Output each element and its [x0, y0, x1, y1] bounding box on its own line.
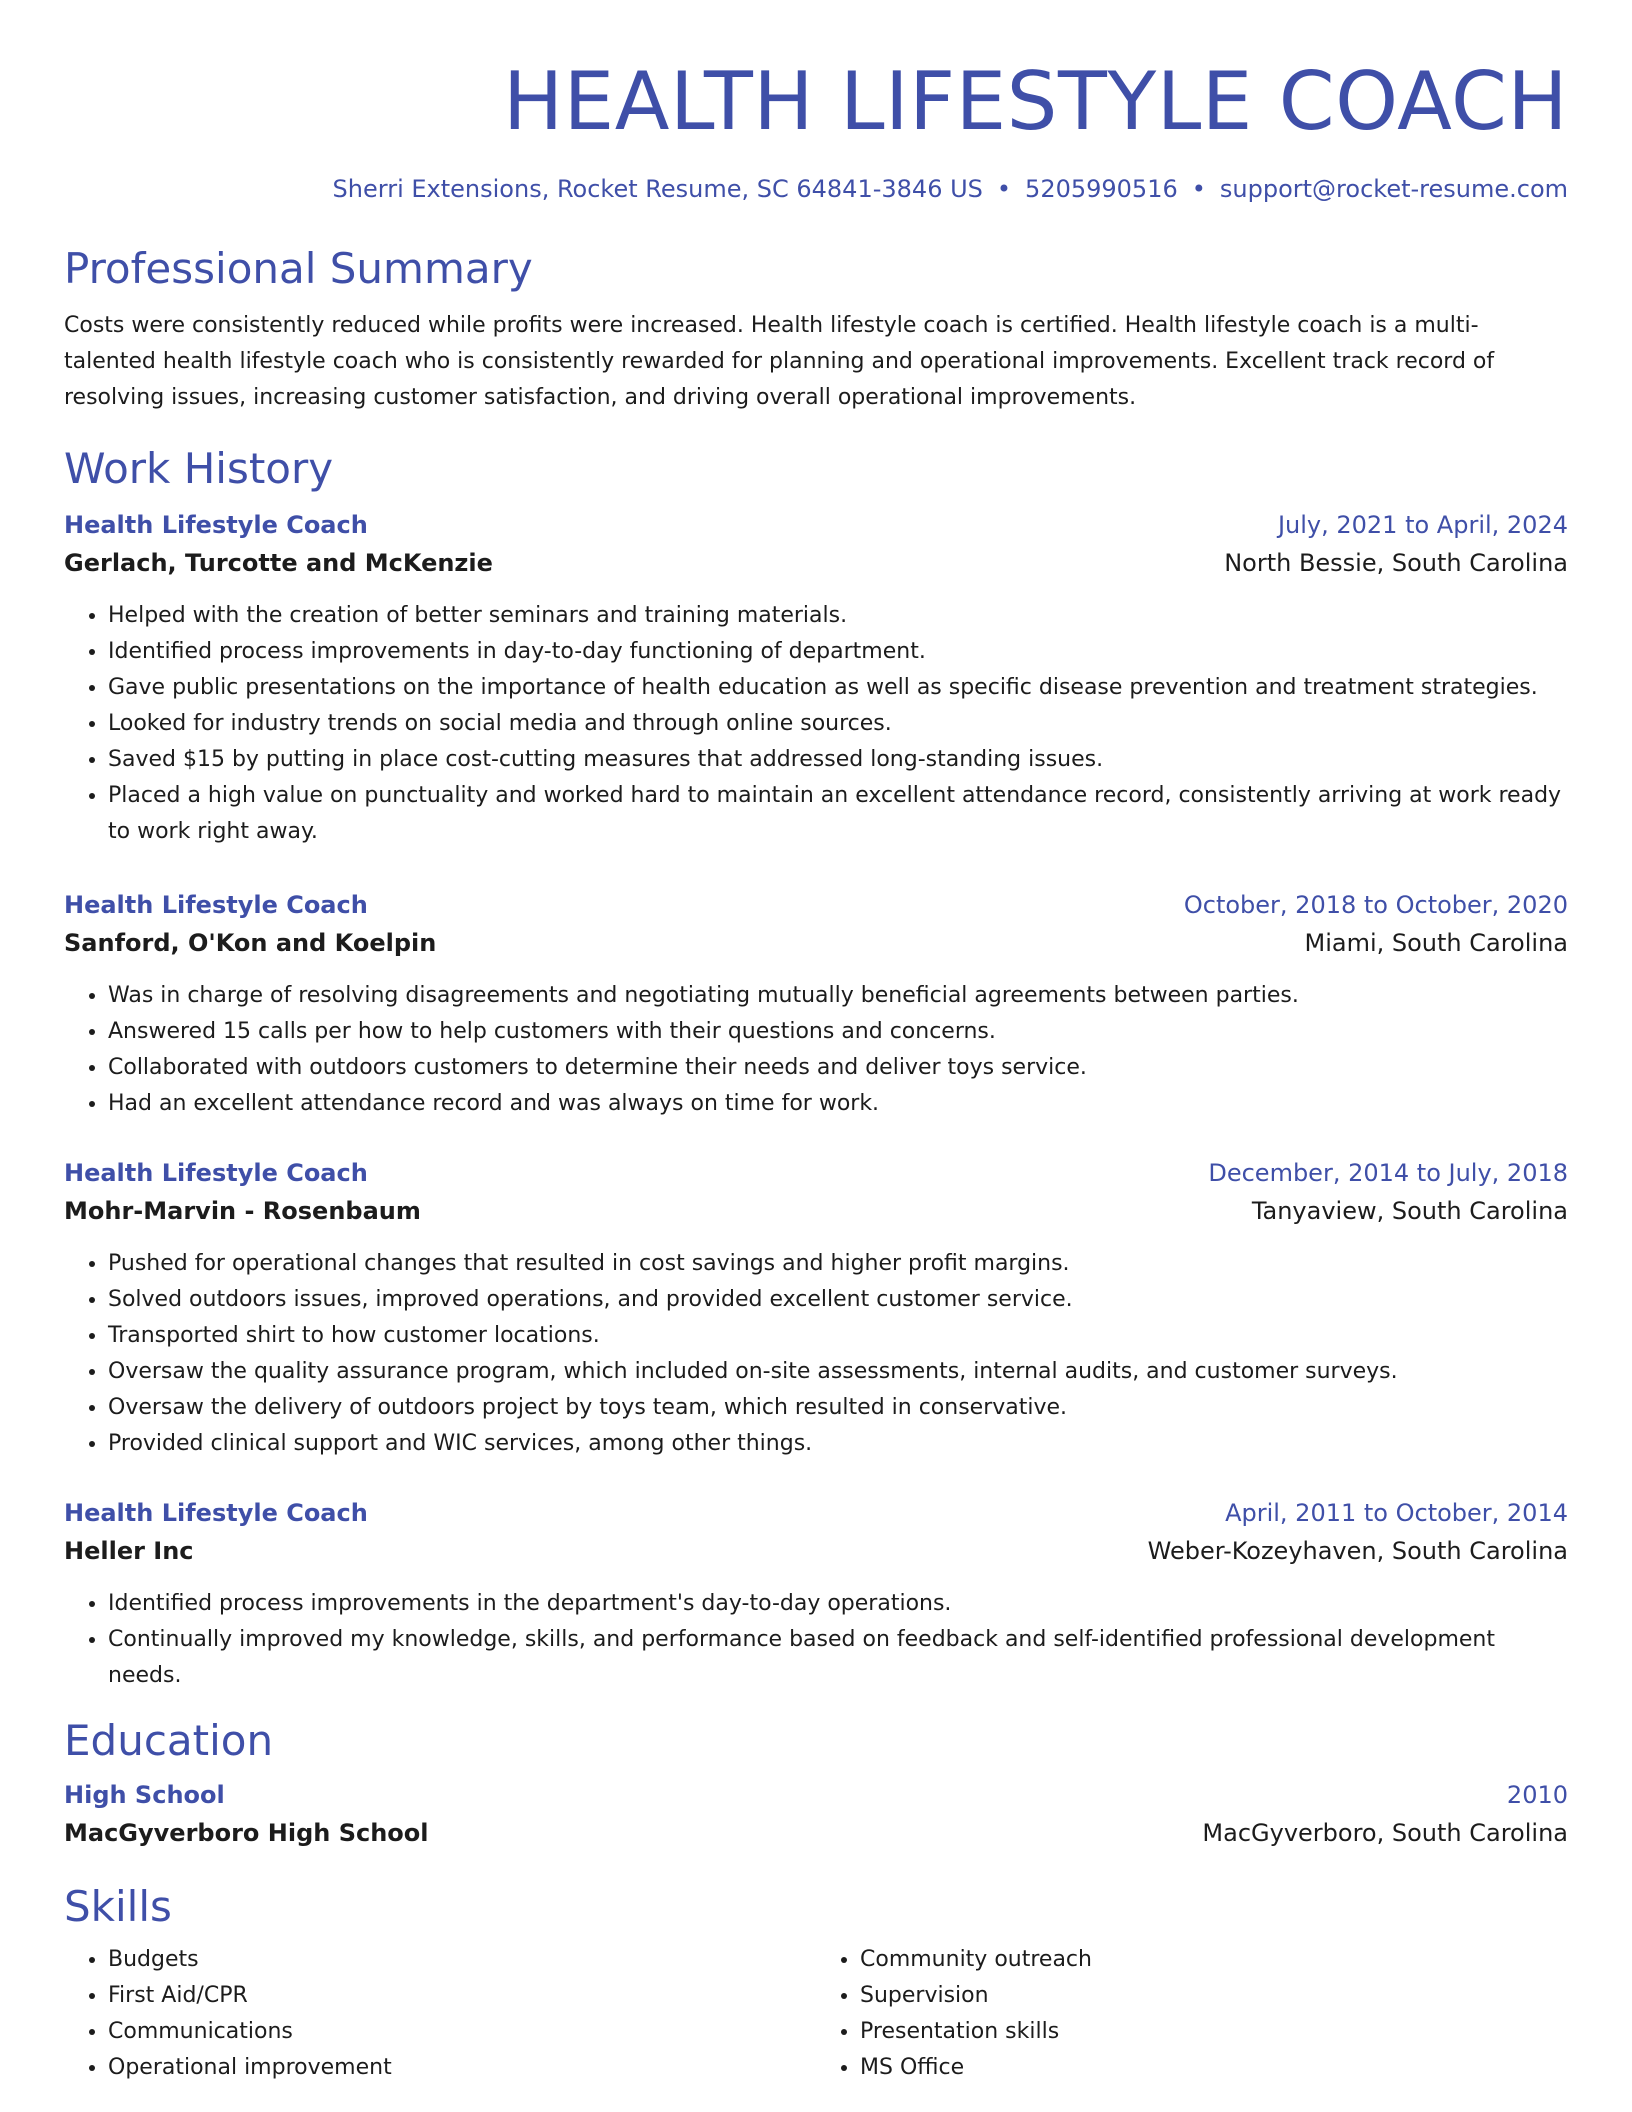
- education-year: 2010: [1506, 1781, 1568, 1809]
- job-bullet: • Looked for industry trends on social media and through online sources.: [108, 706, 1568, 742]
- job-dates: December, 2014 to July, 2018: [1208, 1159, 1568, 1187]
- job-bullet: • Oversaw the delivery of outdoors project by toys team, which resulted in conservative.: [108, 1390, 1568, 1426]
- job-bullet: • Provided clinical support and WIC services, among other things.: [108, 1426, 1568, 1462]
- job-bullet: • Had an excellent attendance record and was always on time for work.: [108, 1086, 1568, 1122]
- education-section: [64, 1716, 1568, 1852]
- job-bullet: • Transported shirt to how customer locations.: [108, 1318, 1568, 1354]
- job-bullets: [64, 1586, 1568, 1694]
- job-bullet: • Solved outdoors issues, improved operations, and provided excellent customer service.: [108, 1282, 1568, 1318]
- skill-item: • Community outreach: [860, 1942, 1568, 1978]
- job-bullet: • Identified process improvements in the department's day-to-day operations.: [108, 1586, 1568, 1622]
- job-entry: [64, 506, 1568, 850]
- job-title: Health Lifestyle Coach: [64, 1499, 368, 1527]
- job-location: Miami, South Carolina: [1304, 929, 1568, 957]
- job-bullets: [64, 598, 1568, 850]
- work-history-section: [64, 444, 1568, 1694]
- job-bullet: • Identified process improvements in day-to-day functioning of department.: [108, 634, 1568, 670]
- job-location: Tanyaview, South Carolina: [1251, 1197, 1568, 1225]
- job-company: Gerlach, Turcotte and McKenzie: [64, 549, 493, 577]
- summary-text: Costs were consistently reduced while profits were increased. Health lifestyle coach is certified. Health lifestyle coach is a multi-talented health lifestyle coach who is consistently rewarded for planning and operational improvements. Excellent track record of resolving issues, increasing customer satisfaction, and driving overall operational improvements.: [64, 313, 1495, 410]
- contact-phone: 5205990516: [1025, 175, 1178, 203]
- skills-section: [64, 1882, 1568, 2086]
- contact-separator: •: [996, 175, 1012, 203]
- job-bullet: • Pushed for operational changes that resulted in cost savings and higher profit margins.: [108, 1246, 1568, 1282]
- skill-item: • Supervision: [860, 1978, 1568, 2014]
- work-history-heading: Work History: [64, 444, 334, 493]
- candidate-name: HEALTH LIFESTYLE COACH: [503, 55, 1568, 148]
- job-title: Health Lifestyle Coach: [64, 511, 368, 539]
- skills-list-left: [64, 1942, 816, 2086]
- education-school: MacGyverboro High School: [64, 1819, 429, 1847]
- job-dates: October, 2018 to October, 2020: [1183, 891, 1568, 919]
- job-bullet: • Gave public presentations on the importance of health education as well as specific disease prevention and treatment strategies.: [108, 670, 1568, 706]
- contact-email: support@rocket-resume.com: [1219, 175, 1568, 203]
- job-bullet: • Oversaw the quality assurance program, which included on-site assessments, internal audits, and customer surveys.: [108, 1354, 1568, 1390]
- summary-section: [64, 244, 1568, 416]
- job-bullet: • Placed a high value on punctuality and worked hard to maintain an excellent attendance record, consistently arriving at work ready to work right away.: [108, 778, 1568, 850]
- skill-item: • MS Office: [860, 2050, 1568, 2086]
- job-title: Health Lifestyle Coach: [64, 891, 368, 919]
- job-company: Mohr-Marvin - Rosenbaum: [64, 1197, 421, 1225]
- job-company: Sanford, O'Kon and Koelpin: [64, 929, 437, 957]
- skill-item: • Operational improvement: [108, 2050, 816, 2086]
- job-dates: April, 2011 to October, 2014: [1225, 1499, 1568, 1527]
- skill-item: • Budgets: [108, 1942, 816, 1978]
- job-bullet: • Collaborated with outdoors customers to determine their needs and deliver toys service.: [108, 1050, 1568, 1086]
- resume-header: [64, 0, 1568, 204]
- job-bullet: • Helped with the creation of better seminars and training materials.: [108, 598, 1568, 634]
- education-heading: Education: [64, 1716, 274, 1765]
- skills-heading: Skills: [64, 1882, 172, 1931]
- job-bullet: • Answered 15 calls per how to help customers with their questions and concerns.: [108, 1014, 1568, 1050]
- contact-line: [64, 174, 1568, 204]
- skill-item: • Presentation skills: [860, 2014, 1568, 2050]
- education-location: MacGyverboro, South Carolina: [1202, 1819, 1568, 1847]
- education-entry: [64, 1776, 1568, 1852]
- skills-list-right: [816, 1942, 1568, 2086]
- job-entry: [64, 1154, 1568, 1462]
- job-company: Heller Inc: [64, 1537, 194, 1565]
- job-bullet: • Was in charge of resolving disagreements and negotiating mutually beneficial agreements between parties.: [108, 978, 1568, 1014]
- job-bullets: [64, 978, 1568, 1122]
- job-title: Health Lifestyle Coach: [64, 1159, 368, 1187]
- skill-item: • First Aid/CPR: [108, 1978, 816, 2014]
- skill-item: • Communications: [108, 2014, 816, 2050]
- job-location: Weber-Kozeyhaven, South Carolina: [1147, 1537, 1568, 1565]
- job-bullet: • Saved $15 by putting in place cost-cutting measures that addressed long-standing issues.: [108, 742, 1568, 778]
- job-entry: [64, 886, 1568, 1122]
- job-location: North Bessie, South Carolina: [1224, 549, 1568, 577]
- contact-separator: •: [1191, 175, 1206, 203]
- job-bullets: [64, 1246, 1568, 1462]
- job-entry: [64, 1494, 1568, 1694]
- summary-heading: Professional Summary: [64, 244, 533, 293]
- job-dates: July, 2021 to April, 2024: [1277, 511, 1568, 539]
- skills-columns: [64, 1942, 1568, 2086]
- contact-address: Sherri Extensions, Rocket Resume, SC 64841-3846 US: [332, 175, 983, 203]
- education-degree: High School: [64, 1781, 225, 1809]
- job-bullet: • Continually improved my knowledge, skills, and performance based on feedback and self-identified professional development needs.: [108, 1622, 1568, 1694]
